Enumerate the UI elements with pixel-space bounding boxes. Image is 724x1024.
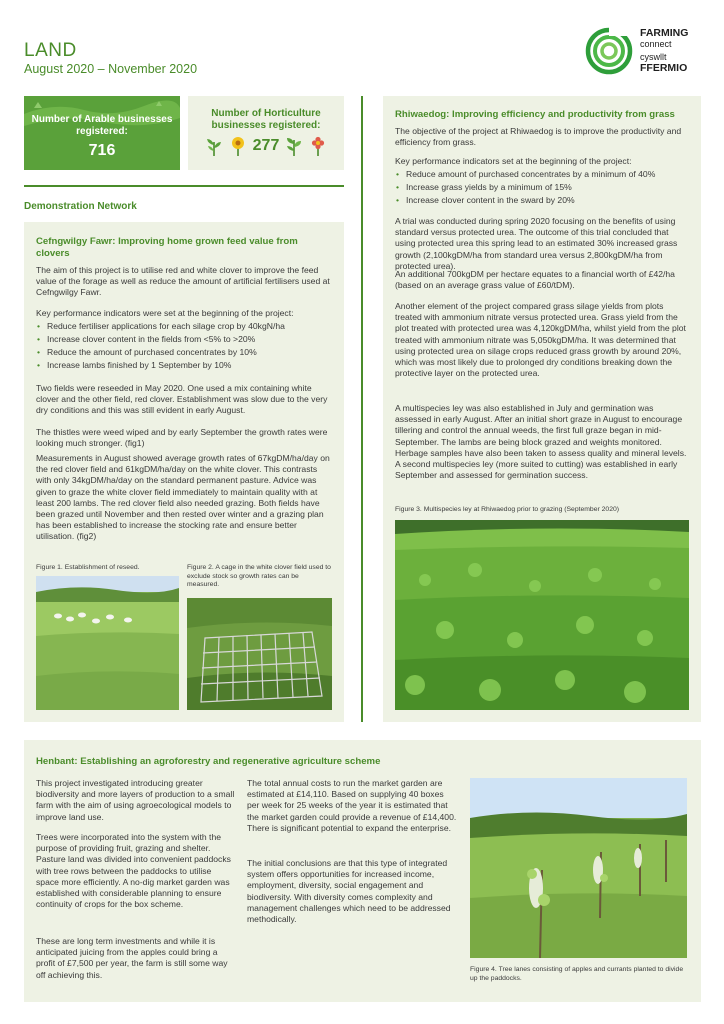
logo-text-cyswllt: cyswllt <box>640 52 667 62</box>
figure-4-photo <box>470 778 687 958</box>
figure-1-photo <box>36 576 179 710</box>
reseed-field-image <box>36 576 179 710</box>
cefngwilgy-paragraph-1: Two fields were reseeded in May 2020. One used a mix containing white clover and the other field, red clover. Establishment was slow due to the very dry conditions and this was still evident in early August. <box>36 383 328 416</box>
rhiwaedog-heading: Rhiwaedog: Improving efficiency and productivity from grass <box>395 109 675 120</box>
cefngwilgy-paragraph-2: The thistles were weed wiped and by early September the growth rates were looking much stronger. (fig1) <box>36 427 328 449</box>
list-item: • Increase grass yields by a minimum of 15% <box>395 181 691 194</box>
logo-text-farming: FARMING <box>640 27 689 39</box>
rhiwaedog-kpi-list <box>395 168 691 207</box>
horticulture-stat-box <box>188 96 344 170</box>
tree-lanes-image <box>470 778 687 958</box>
page-title: LAND <box>24 40 77 61</box>
logo-swirl-icon <box>584 26 634 76</box>
demonstration-network-heading: Demonstration Network <box>24 201 137 212</box>
henbant-section <box>24 740 701 1002</box>
arable-stat-value: 716 <box>88 142 116 159</box>
figure-4-caption: Figure 4. Tree lanes consisting of apples and currants planted to divide up the paddocks. <box>470 966 684 982</box>
cefngwilgy-paragraph-3: Measurements in August showed average growth rates of 67kgDM/ha/day on the red clover field and 61kgDM/ha/day on the white clover. This contrasts with only 34kgDM/ha/day on the standard permanent pasture. Advice was given to graze the white clover field immediately to maintain quality with at least 200 lambs. The red clover field also needed grazing. Both fields have been grazed until November and then rested over winter and a grazing plan has been established to increase the stocking rate and ensure better utilisation. (fig2) <box>36 453 330 542</box>
sunflower-icon <box>229 136 247 156</box>
henbant-col1-paragraph-2: Trees were incorporated into the system with the purpose of providing fruit, grazing and shelter. Pasture land was divided into convenient paddocks with tree rows between the paddocks to utilise space more efficiently. A no-dig market garden was established with considerable planning to ensure continuity of crops for the box scheme. <box>36 832 231 910</box>
cefngwilgy-heading: Cefngwilgy Fawr: Improving home grown feed value from clovers <box>36 236 298 259</box>
henbant-heading: Henbant: Establishing an agroforestry and regenerative agriculture scheme <box>36 756 381 767</box>
logo-text-connect: connect <box>640 39 672 49</box>
multispecies-ley-image <box>395 520 689 710</box>
henbant-col2-paragraph-1: The total annual costs to run the market garden are estimated at £14,110. Based on supplying 40 boxes per week for 25 weeks of the year it is estimated that the market garden could provide a revenue of £14,400. There is significant potential to expand the enterprise. <box>247 778 457 833</box>
clover-cage-image <box>187 598 332 710</box>
rhiwaedog-section <box>383 96 701 722</box>
rhiwaedog-paragraph-2: An additional 700kgDM per hectare equates to a financial worth of £42/ha (based on an average grass value of £60/tDM). <box>395 269 675 291</box>
rhiwaedog-kpi-intro: Key performance indicators set at the beginning of the project: <box>395 156 632 166</box>
sprout-icon <box>205 136 223 156</box>
figure-1-caption: Figure 1. Establishment of reseed. <box>36 564 140 571</box>
figure-2-caption: Figure 2. A cage in the white clover field used to exclude stock so growth rates can be measured. <box>187 564 331 588</box>
logo-text-ffermio: FFERMIO <box>640 62 688 74</box>
farming-connect-logo <box>584 26 704 80</box>
arable-stat-box <box>24 96 180 170</box>
page-subtitle: August 2020 – November 2020 <box>24 62 198 76</box>
cefngwilgy-intro: The aim of this project is to utilise red and white clover to improve the feed value of the forage as well as reduce the amount of artificial fertilisers used at Cefngwilgy Fawr. <box>36 265 330 298</box>
leaf-plant-icon <box>285 136 303 156</box>
cefngwilgy-section <box>24 222 344 722</box>
rhiwaedog-paragraph-1: A trial was conducted during spring 2020 focusing on the benefits of using standard versus protected urea. The outcome of this trial concluded that using protected urea this spring lead to an estimated 30% increased grass growth (2,100kgDM/ha from standard urea versus 2,800kgDM/ha from protected urea). <box>395 216 678 271</box>
list-item: • Increase clover content in the fields from <5% to >20% <box>36 333 334 346</box>
horticulture-stat-label: Number of Horticulture businesses registered: <box>211 108 321 131</box>
list-item: • Reduce fertiliser applications for each silage crop by 40kgN/ha <box>36 320 334 333</box>
list-item: • Reduce amount of purchased concentrates by a minimum of 40% <box>395 168 691 181</box>
henbant-col2-paragraph-2: The initial conclusions are that this type of integrated system offers opportunities for increased income, employment, diversity, social engagement and biodiversity. With diversity comes complexity and management challenges which need to be addressed methodically. <box>247 858 451 925</box>
list-item: • Increase clover content in the sward by 20% <box>395 194 691 207</box>
section-divider <box>24 185 344 187</box>
henbant-col1-paragraph-3: These are long term investments and while it is anticipated juicing from the apples could bring a profit of £7,500 per year, the farm is still some way off achieving this. <box>36 936 228 980</box>
column-divider <box>361 96 363 722</box>
figure-2-photo <box>187 598 332 710</box>
henbant-col1-paragraph-1: This project investigated introducing greater biodiversity and more layers of production to a small farm with the aim of using agroecological models to improve land use. <box>36 778 235 822</box>
rhiwaedog-intro: The objective of the project at Rhiwaedog is to improve the productivity and efficiency from grass. <box>395 126 682 148</box>
flower-icon <box>309 136 327 156</box>
list-item: • Reduce the amount of purchased concentrates by 10% <box>36 346 334 359</box>
cefngwilgy-kpi-intro: Key performance indicators were set at the beginning of the project: <box>36 308 294 318</box>
cefngwilgy-kpi-list <box>36 320 334 372</box>
arable-stat-label: Number of Arable businesses registered: <box>31 114 173 137</box>
figure-3-caption: Figure 3. Multispecies ley at Rhiwaedog prior to grazing (September 2020) <box>395 506 620 513</box>
figure-3-photo <box>395 520 689 710</box>
rhiwaedog-paragraph-3: Another element of the project compared grass silage yields from plots treated with ammonium nitrate versus protected urea. Grass yield from the plot treated with protected urea was 4,120kgDM/ha, whilst yield from the plot treated with ammonium nitrate was 5,050kgDM/ha. It was determined that using protected urea on silage crops reduced grass growth by around 20%, which was most likely due to prolonged dry conditions breaking down the protective layer on the protected urea. <box>395 301 686 379</box>
list-item: • Increase lambs finished by 1 September by 10% <box>36 359 334 372</box>
horticulture-stat-value: 277 <box>252 137 280 154</box>
rhiwaedog-paragraph-4: A multispecies ley was also established in July and germination was assessed in early August. After an initial short graze in August to encourage tillering and control the annual weeds, the first full graze began in mid-September. The lambs are being block grazed and weights monitored. Herbage samples have also been taken to assess quality and mineral levels. A second multispecies ley (more suited to cutting) was established in early September and assessed for germination success. <box>395 403 687 481</box>
